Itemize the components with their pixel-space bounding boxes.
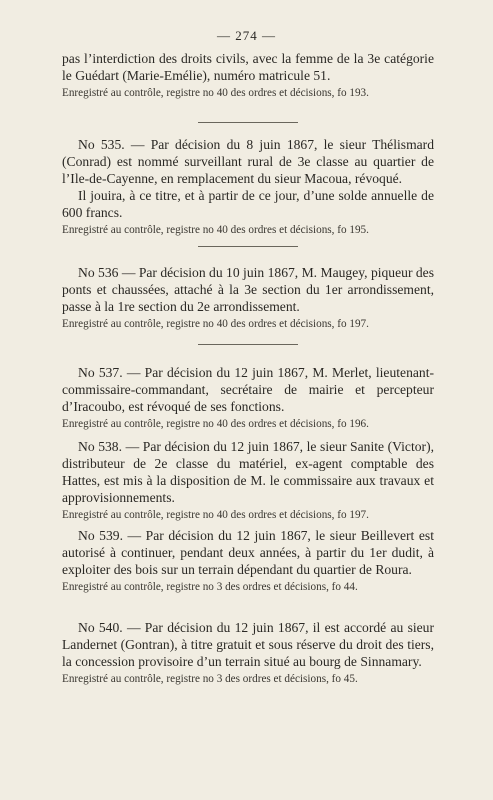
entry-registration: Enregistré au contrôle, registre no 40 des ordres et décisions, fo 197. bbox=[62, 509, 369, 521]
entry-540 bbox=[62, 619, 434, 687]
separator-rule bbox=[198, 122, 298, 123]
entry-registration: Enregistré au contrôle, registre no 40 des ordres et décisions, fo 193. bbox=[62, 87, 369, 99]
entry-registration: Enregistré au contrôle, registre no 40 des ordres et décisions, fo 196. bbox=[62, 418, 369, 430]
entry-body: pas l’interdiction des droits civils, avec la femme de la 3e catégorie le Guédart (Marie-Emélie), numéro matricule 51. bbox=[62, 51, 434, 83]
entry-continuation bbox=[62, 50, 434, 101]
entry-registration: Enregistré au contrôle, registre no 3 des ordres et décisions, fo 44. bbox=[62, 581, 358, 593]
entry-body: No 540. — Par décision du 12 juin 1867, il est accordé au sieur Landernet (Gontran), à titre gratuit et sous réserve du droit des tiers, la concession provisoire d’un terrain situé au bourg de Sinnamary. bbox=[62, 620, 434, 669]
entry-538 bbox=[62, 438, 434, 523]
entry-body-continued: Il jouira, à ce titre, et à partir de ce jour, d’une solde annuelle de 600 francs. bbox=[62, 188, 434, 220]
page-number: — 274 — bbox=[217, 28, 276, 43]
separator-rule bbox=[198, 246, 298, 247]
entry-body: No 539. — Par décision du 12 juin 1867, le sieur Beillevert est autorisé à continuer, pendant deux années, à partir du 1er dudit, à exploiter des bois sur un terrain dépendant du quartier de Roura. bbox=[62, 528, 434, 577]
entry-body: No 535. — Par décision du 8 juin 1867, le sieur Thélismard (Conrad) est nommé surveillant rural de 3e classe au quartier de l’Ile-de-Cayenne, en remplacement du sieur Macoua, révoqué. bbox=[62, 137, 434, 186]
entry-registration: Enregistré au contrôle, registre no 3 des ordres et décisions, fo 45. bbox=[62, 673, 358, 685]
entry-535 bbox=[62, 136, 434, 238]
separator-rule bbox=[198, 344, 298, 345]
entry-body: No 536 — Par décision du 10 juin 1867, M. Maugey, piqueur des ponts et chaussées, attaché à la 3e section du 1er arrondissement, passe à la 1re section du 2e arrondissement. bbox=[62, 265, 434, 314]
entry-537 bbox=[62, 364, 434, 432]
entry-539 bbox=[62, 527, 434, 595]
entry-registration: Enregistré au contrôle, registre no 40 des ordres et décisions, fo 197. bbox=[62, 318, 369, 330]
entry-body: No 538. — Par décision du 12 juin 1867, le sieur Sanite (Victor), distributeur de 2e classe du matériel, ex-agent comptable des Hattes, est mis à la disposition de M. le commissaire aux travaux et approvisionnements. bbox=[62, 439, 434, 505]
entry-registration: Enregistré au contrôle, registre no 40 des ordres et décisions, fo 195. bbox=[62, 224, 369, 236]
entry-536 bbox=[62, 264, 434, 332]
entry-body: No 537. — Par décision du 12 juin 1867, M. Merlet, lieutenant-commissaire-commandant, secrétaire de mairie et percepteur d’Iracoubo, est révoqué de ses fonctions. bbox=[62, 365, 434, 414]
